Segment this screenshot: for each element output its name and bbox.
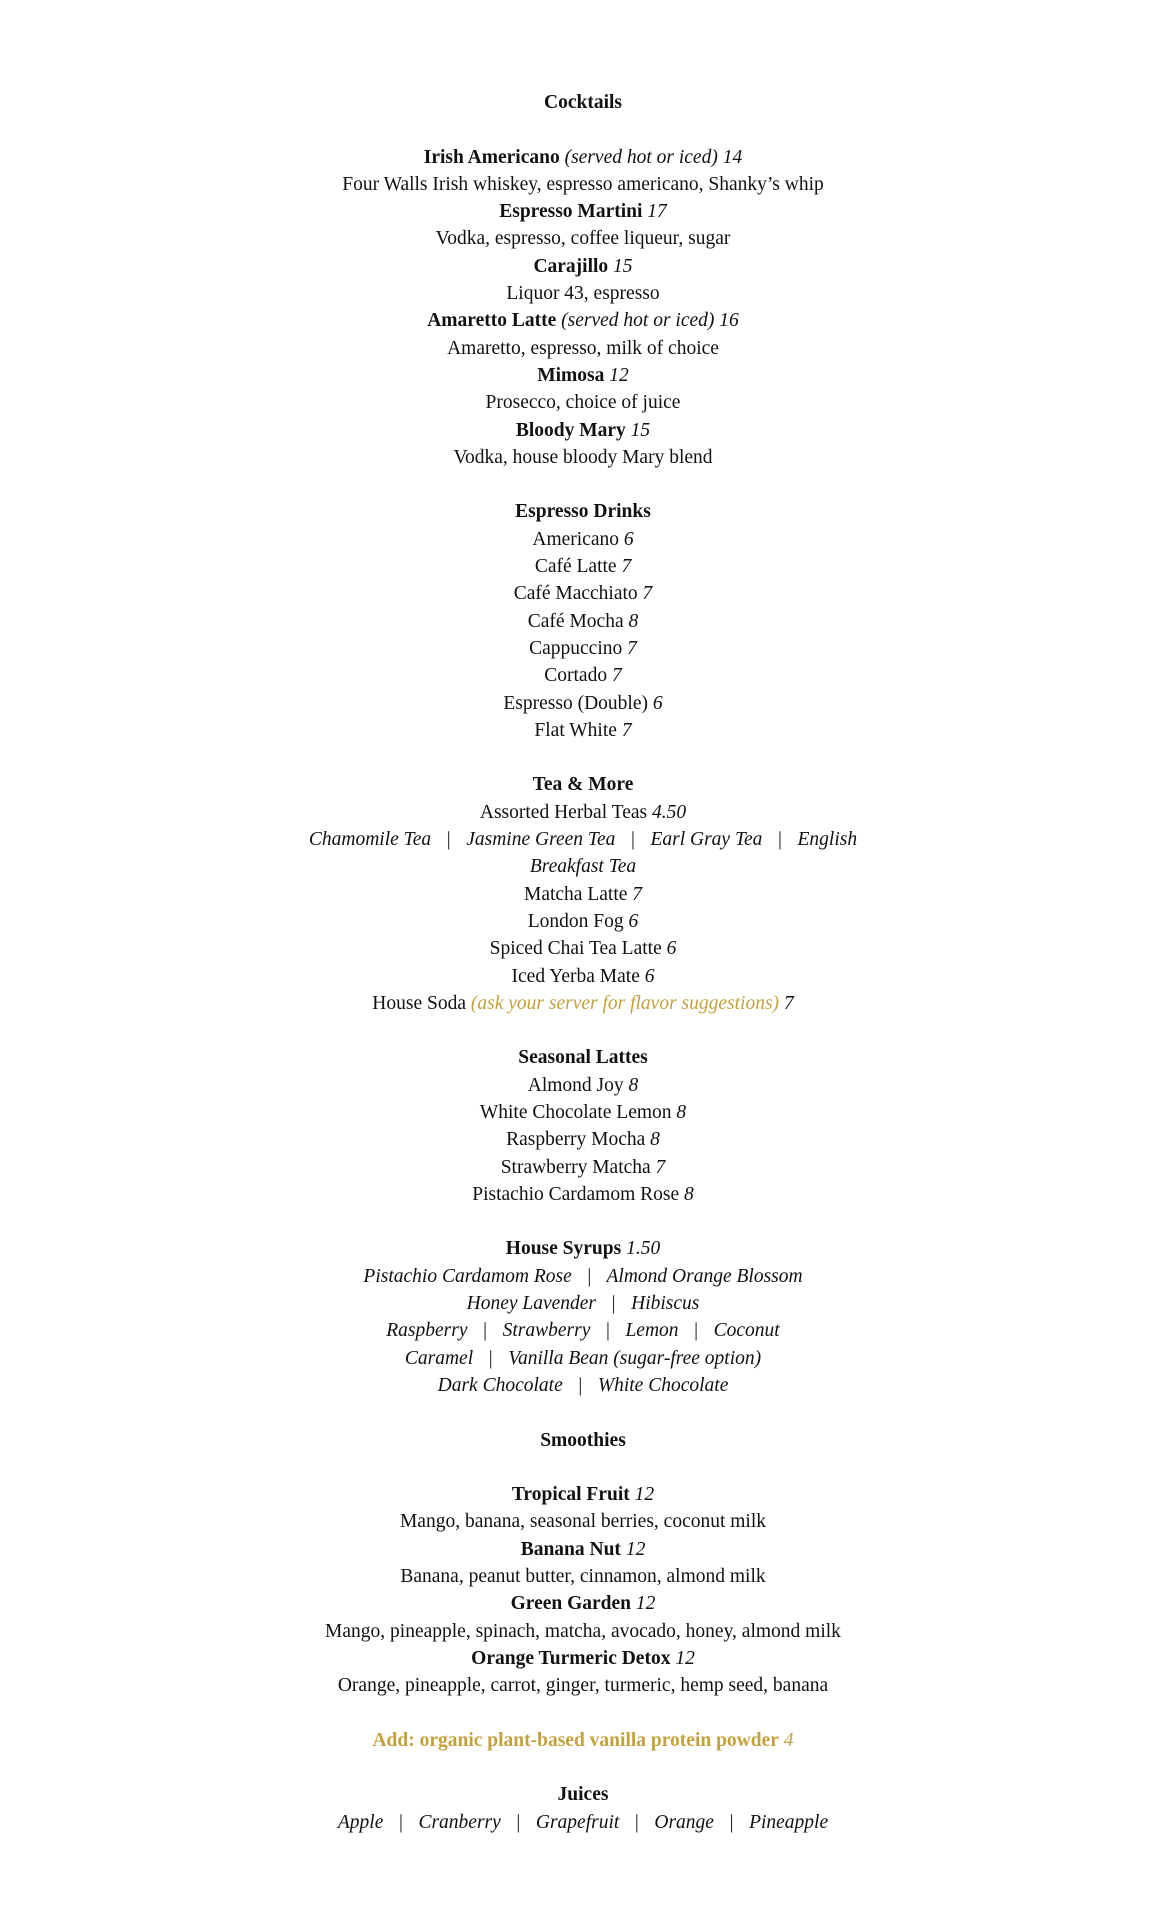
menu-item: [0, 1099, 1166, 1126]
item-price: 6: [628, 910, 639, 932]
separator: |: [611, 1293, 616, 1315]
item-description: Banana, peanut butter, cinnamon, almond milk: [400, 1566, 766, 1588]
item-price: 7: [642, 583, 653, 605]
item-name: Almond Joy: [527, 1074, 624, 1096]
item-price: 12: [635, 1593, 656, 1615]
item-price: 15: [613, 255, 633, 277]
smoothies-section: [0, 1427, 1166, 1755]
section-heading: Espresso Drinks: [515, 501, 651, 523]
option-label: Pineapple: [749, 1811, 829, 1833]
option-label: Apple: [337, 1811, 384, 1833]
item-price: 7: [611, 665, 622, 687]
item-name: Raspberry Mocha: [506, 1129, 646, 1151]
menu-item: [0, 526, 1166, 553]
option-label: Earl Gray Tea: [650, 829, 763, 851]
item-price: 12: [625, 1538, 646, 1560]
syrup-row: [0, 1345, 1166, 1372]
item-name: Tropical Fruit: [511, 1484, 630, 1506]
item-note: (served hot or iced): [561, 310, 715, 332]
item-price: 8: [684, 1183, 694, 1205]
menu-item-title: [0, 362, 1166, 389]
item-price: 6: [644, 965, 655, 987]
espresso-list: [0, 526, 1166, 744]
espresso-section: [0, 498, 1166, 744]
syrup-options: [0, 1263, 1166, 1399]
item-note: (ask your server for flavor suggestions): [470, 992, 780, 1014]
option-label: Honey Lavender: [466, 1293, 597, 1315]
item-description: Amaretto, espresso, milk of choice: [447, 337, 719, 359]
separator: |: [516, 1811, 521, 1833]
addon-price: 4: [783, 1729, 794, 1751]
seasonal-list: [0, 1072, 1166, 1208]
item-name: Espresso (Double): [503, 692, 648, 714]
menu-item-title: [0, 307, 1166, 334]
section-heading: Smoothies: [540, 1429, 626, 1451]
item-price: 12: [609, 364, 629, 386]
separator: |: [694, 1320, 699, 1342]
menu-item: [0, 881, 1166, 908]
option-label: Pistachio Cardamom Rose: [363, 1265, 572, 1287]
syrup-row: [0, 1317, 1166, 1344]
addon-text: Add: organic plant-based vanilla protein powder: [372, 1729, 779, 1751]
item-price: 4.50: [651, 801, 687, 823]
item-name: White Chocolate Lemon: [479, 1101, 672, 1123]
item-price: 8: [628, 610, 639, 632]
option-label: Coconut: [713, 1320, 780, 1342]
separator: |: [587, 1265, 592, 1287]
item-name: Banana Nut: [520, 1538, 621, 1560]
separator: |: [630, 829, 635, 851]
separator: |: [729, 1811, 734, 1833]
separator: |: [398, 1811, 403, 1833]
item-price: 16: [719, 310, 739, 332]
option-label: White Chocolate: [597, 1374, 729, 1396]
menu-item: [0, 990, 1166, 1017]
menu-item: [0, 963, 1166, 990]
item-name: Orange Turmeric Detox: [471, 1647, 671, 1669]
item-price: 1.50: [626, 1238, 661, 1260]
item-price: 14: [722, 146, 743, 168]
separator: |: [634, 1811, 639, 1833]
item-name: Café Macchiato: [513, 583, 638, 605]
menu-item: [0, 553, 1166, 580]
menu-item: [0, 608, 1166, 635]
syrup-row: [0, 1263, 1166, 1290]
cocktails-section: [0, 89, 1166, 471]
menu-item-title: [0, 1590, 1166, 1617]
section-heading: Cocktails: [544, 92, 622, 113]
menu-item: [0, 1154, 1166, 1181]
option-label: Cranberry: [418, 1811, 501, 1833]
item-name: Irish Americano: [423, 146, 560, 168]
item-name: Cappuccino: [529, 637, 623, 659]
option-label: Hibiscus: [631, 1293, 700, 1315]
separator: |: [483, 1320, 488, 1342]
menu-item-title: [0, 198, 1166, 225]
menu-item: [0, 635, 1166, 662]
section-heading: Juices: [557, 1784, 609, 1806]
menu-item-title: [0, 1536, 1166, 1563]
item-description: Liquor 43, espresso: [506, 283, 660, 305]
item-price: 12: [634, 1484, 655, 1506]
separator: |: [488, 1347, 493, 1369]
item-name: Amaretto Latte: [427, 310, 557, 332]
juice-options: [0, 1809, 1166, 1836]
option-label: Strawberry: [502, 1320, 591, 1342]
option-label: Raspberry: [386, 1320, 468, 1342]
section-heading-line: [0, 1235, 1166, 1262]
item-description: Orange, pineapple, carrot, ginger, turmeric, hemp seed, banana: [337, 1675, 829, 1697]
menu-item-title: [0, 417, 1166, 444]
item-name: Spiced Chai Tea Latte: [489, 938, 662, 960]
item-description: Vodka, house bloody Mary blend: [453, 446, 713, 468]
herbal-tea-options: [303, 826, 863, 881]
item-price: 7: [632, 883, 643, 905]
item-description: Four Walls Irish whiskey, espresso americano, Shanky’s whip: [342, 173, 824, 195]
item-note: (served hot or iced): [564, 146, 718, 168]
item-name: Americano: [532, 528, 619, 550]
option-label: Dark Chocolate: [437, 1374, 563, 1396]
item-price: 6: [623, 528, 634, 550]
item-description: Mango, banana, seasonal berries, coconut milk: [399, 1511, 767, 1533]
item-price: 7: [621, 719, 632, 741]
item-price: 8: [676, 1101, 687, 1123]
item-price: 6: [652, 692, 663, 714]
item-name: Mimosa: [537, 364, 605, 386]
item-name: Pistachio Cardamom Rose: [472, 1183, 680, 1205]
section-heading: Tea & More: [532, 774, 634, 796]
item-name: House Soda: [372, 992, 466, 1014]
item-price: 15: [630, 419, 651, 441]
item-price: 6: [666, 938, 677, 960]
item-name: Iced Yerba Mate: [511, 965, 640, 987]
menu-item: [0, 1181, 1166, 1208]
option-label: Jasmine Green Tea: [466, 829, 616, 851]
option-label: Grapefruit: [535, 1811, 620, 1833]
menu-item: [0, 690, 1166, 717]
item-name: Matcha Latte: [523, 883, 628, 905]
section-heading: Seasonal Lattes: [518, 1047, 648, 1069]
item-name: Cortado: [544, 665, 608, 687]
syrup-row: [0, 1372, 1166, 1399]
item-name: Green Garden: [510, 1593, 632, 1615]
protein-addon: [0, 1727, 1166, 1754]
item-name: Café Mocha: [527, 610, 624, 632]
option-label: English Breakfast Tea: [529, 829, 858, 878]
item-description: Vodka, espresso, coffee liqueur, sugar: [435, 228, 731, 250]
item-name: Café Latte: [534, 556, 617, 578]
menu-item: [0, 935, 1166, 962]
item-price: 8: [650, 1129, 660, 1151]
menu-item-title: [0, 144, 1166, 171]
syrup-row: [0, 1290, 1166, 1317]
seasonal-section: [0, 1044, 1166, 1208]
option-label: Vanilla Bean (sugar-free option): [508, 1347, 762, 1369]
tea-list: [0, 881, 1166, 990]
item-price: 7: [783, 992, 794, 1014]
menu-item-title: [0, 253, 1166, 280]
section-heading: House Syrups: [505, 1238, 622, 1260]
item-name: Flat White: [534, 719, 617, 741]
option-label: Chamomile Tea: [308, 829, 432, 851]
option-label: Lemon: [625, 1320, 679, 1342]
item-name: London Fog: [527, 910, 624, 932]
item-description: Prosecco, choice of juice: [485, 392, 681, 414]
item-price: 8: [628, 1074, 639, 1096]
separator: |: [778, 829, 782, 851]
menu-item: [0, 717, 1166, 744]
item-name: Strawberry Matcha: [500, 1156, 651, 1178]
item-name: Assorted Herbal Teas: [479, 801, 648, 823]
item-price: 17: [647, 201, 667, 223]
tea-section: [0, 771, 1166, 1017]
menu-item: [0, 1072, 1166, 1099]
menu-item: [0, 908, 1166, 935]
item-price: 7: [627, 637, 637, 659]
menu-item: [0, 662, 1166, 689]
item-description: Mango, pineapple, spinach, matcha, avocado, honey, almond milk: [325, 1620, 841, 1642]
menu-item-title: [0, 1481, 1166, 1508]
menu-item: [0, 799, 1166, 826]
separator: |: [578, 1374, 583, 1396]
option-label: Almond Orange Blossom: [606, 1265, 803, 1287]
item-name: Bloody Mary: [515, 419, 626, 441]
option-label: Caramel: [404, 1347, 474, 1369]
menu-item: [0, 1126, 1166, 1153]
menu-item-title: [0, 1645, 1166, 1672]
separator: |: [605, 1320, 610, 1342]
option-label: Orange: [654, 1811, 714, 1833]
juices-section: [0, 1781, 1166, 1836]
separator: |: [446, 829, 451, 851]
item-name: Carajillo: [533, 255, 609, 277]
item-price: 7: [655, 1156, 666, 1178]
menu-item: [0, 580, 1166, 607]
item-price: 12: [675, 1647, 695, 1669]
item-name: Espresso Martini: [499, 201, 643, 223]
syrups-section: [0, 1235, 1166, 1399]
item-price: 7: [621, 556, 632, 578]
